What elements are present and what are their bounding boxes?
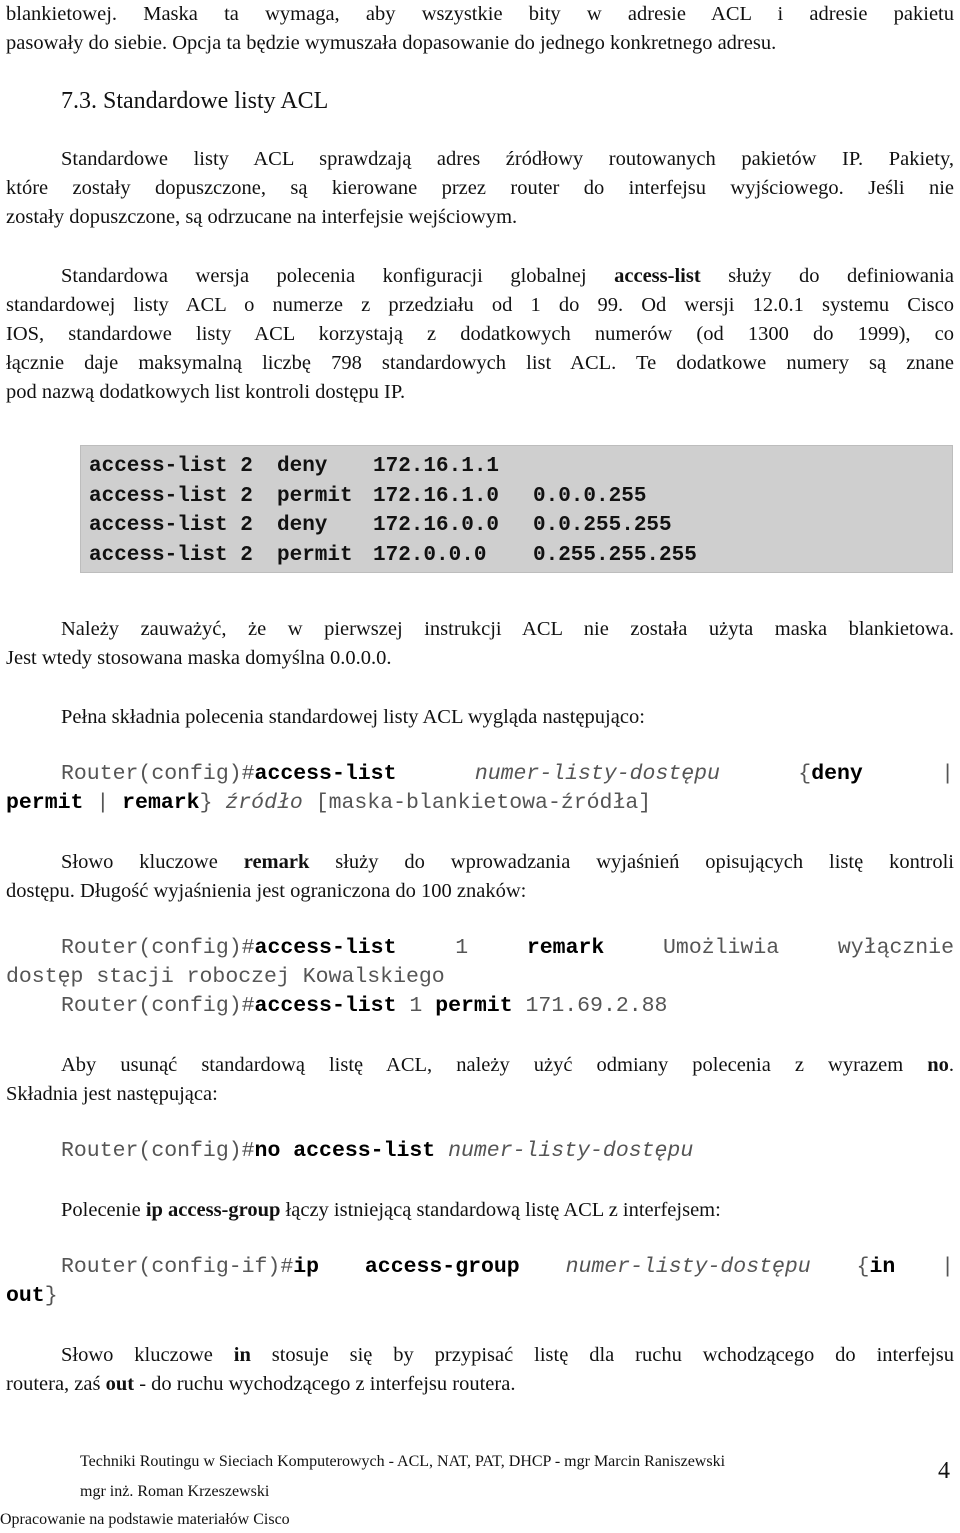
p5-line-2: dostępu. Długość wyjaśnienia jest ograniczona do 100 znaków:: [6, 880, 527, 902]
acl-row: access-list 2 deny 172.16.0.0 0.0.255.255: [89, 514, 672, 537]
p1-line-2: które zostały dopuszczone, są kierowane przez router do interfejsu wyjściowego. Jeśli nie: [6, 177, 954, 199]
p2-line-1: [61, 262, 954, 291]
page-number: 4: [938, 1458, 950, 1484]
footer-title: Techniki Routingu w Sieciach Komputerowych - ACL, NAT, PAT, DHCP - mgr Marcin Raniszewski: [80, 1453, 726, 1470]
p2-line-2: standardowej listy ACL o numerze z przedziału od 1 do 99. Od wersji 12.0.1 systemu Cisco: [6, 294, 954, 316]
p5-line-1: Słowo kluczowe remark służy do wprowadzania wyjaśnień opisujących listę kontroli: [61, 851, 954, 873]
syntax1-line-1: Router(config)#access-list numer-listy-dostępu {deny |: [61, 762, 954, 786]
example2-line-2: dostęp stacji roboczej Kowalskiego: [6, 965, 445, 989]
p3-line-2: Jest wtedy stosowana maska domyślna 0.0.0.0.: [6, 647, 392, 669]
p2-line-4: łącznie daje maksymalną liczbę 798 standardowych list ACL. Te dodatkowe numery są znane: [6, 352, 954, 374]
p3-line-1: Należy zauważyć, że w pierwszej instrukcji ACL nie została użyta maska blankietowa.: [61, 618, 954, 640]
p1-line-1: Standardowe listy ACL sprawdzają adres źródłowy routowanych pakietów IP. Pakiety,: [61, 148, 954, 170]
syntax1-line-2: permit | remark} źródło [maska-blankietowa-źródła]: [6, 791, 652, 815]
p2-command: access-list: [614, 265, 701, 287]
footer-author: mgr inż. Roman Krzeszewski: [80, 1483, 270, 1500]
example2-line-3: Router(config)#access-list 1 permit 171.69.2.88: [61, 994, 668, 1018]
p2-text: służy do definiowania: [700, 265, 954, 287]
acl-row: access-list 2 permit 172.0.0.0 0.255.255.255: [89, 543, 697, 567]
p2-line-3: IOS, standardowe listy ACL korzystają z dodatkowych numerów (od 1300 do 1999), co: [6, 323, 954, 345]
section-heading: 7.3. Standardowe listy ACL: [61, 88, 329, 114]
p2-line-5: pod nazwą dodatkowych list kontroli dostępu IP.: [6, 381, 406, 403]
intro-line-2: pasowały do siebie. Opcja ta będzie wymuszała dopasowanie do jednego konkretnego adresu.: [6, 32, 777, 54]
p7-line: Polecenie ip access-group łączy istniejącą standardową listę ACL z interfejsem:: [61, 1199, 721, 1221]
p8-line-2: routera, zaś out - do ruchu wychodzącego z interfejsu routera.: [6, 1373, 516, 1395]
p6-line-2: Składnia jest następująca:: [6, 1083, 218, 1105]
example2-line-1: Router(config)#access-list 1 remark Umożliwia wyłącznie: [61, 936, 954, 960]
p4-line-1: Pełna składnia polecenia standardowej listy ACL wygląda następująco:: [61, 706, 645, 728]
syntax3-line-2: out}: [6, 1284, 58, 1308]
footer-source: Opracowanie na podstawie materiałów Cisco: [0, 1511, 290, 1528]
acl-row: access-list 2 deny 172.16.1.1: [89, 455, 500, 478]
intro-line-1: blankietowej. Maska ta wymaga, aby wszystkie bity w adresie ACL i adresie pakietu: [6, 3, 954, 25]
syntax2-line: Router(config)#no access-list numer-listy-dostępu: [61, 1139, 694, 1163]
p1-line-3: zostały dopuszczone, są odrzucane na interfejsie wejściowym.: [6, 206, 518, 228]
acl-row: access-list 2 permit 172.16.1.0 0.0.0.255: [89, 484, 647, 508]
p2-text: Standardowa wersja polecenia konfiguracji globalnej: [61, 265, 615, 287]
syntax3-line-1: Router(config-if)#ip access-group numer-listy-dostępu {in |: [61, 1255, 954, 1279]
p8-line-1: Słowo kluczowe in stosuje się by przypisać listę dla ruchu wchodzącego do interfejsu: [61, 1344, 954, 1366]
p6-line-1: Aby usunąć standardową listę ACL, należy użyć odmiany polecenia z wyrazem no.: [61, 1054, 954, 1076]
acl-example-box: [80, 445, 953, 573]
